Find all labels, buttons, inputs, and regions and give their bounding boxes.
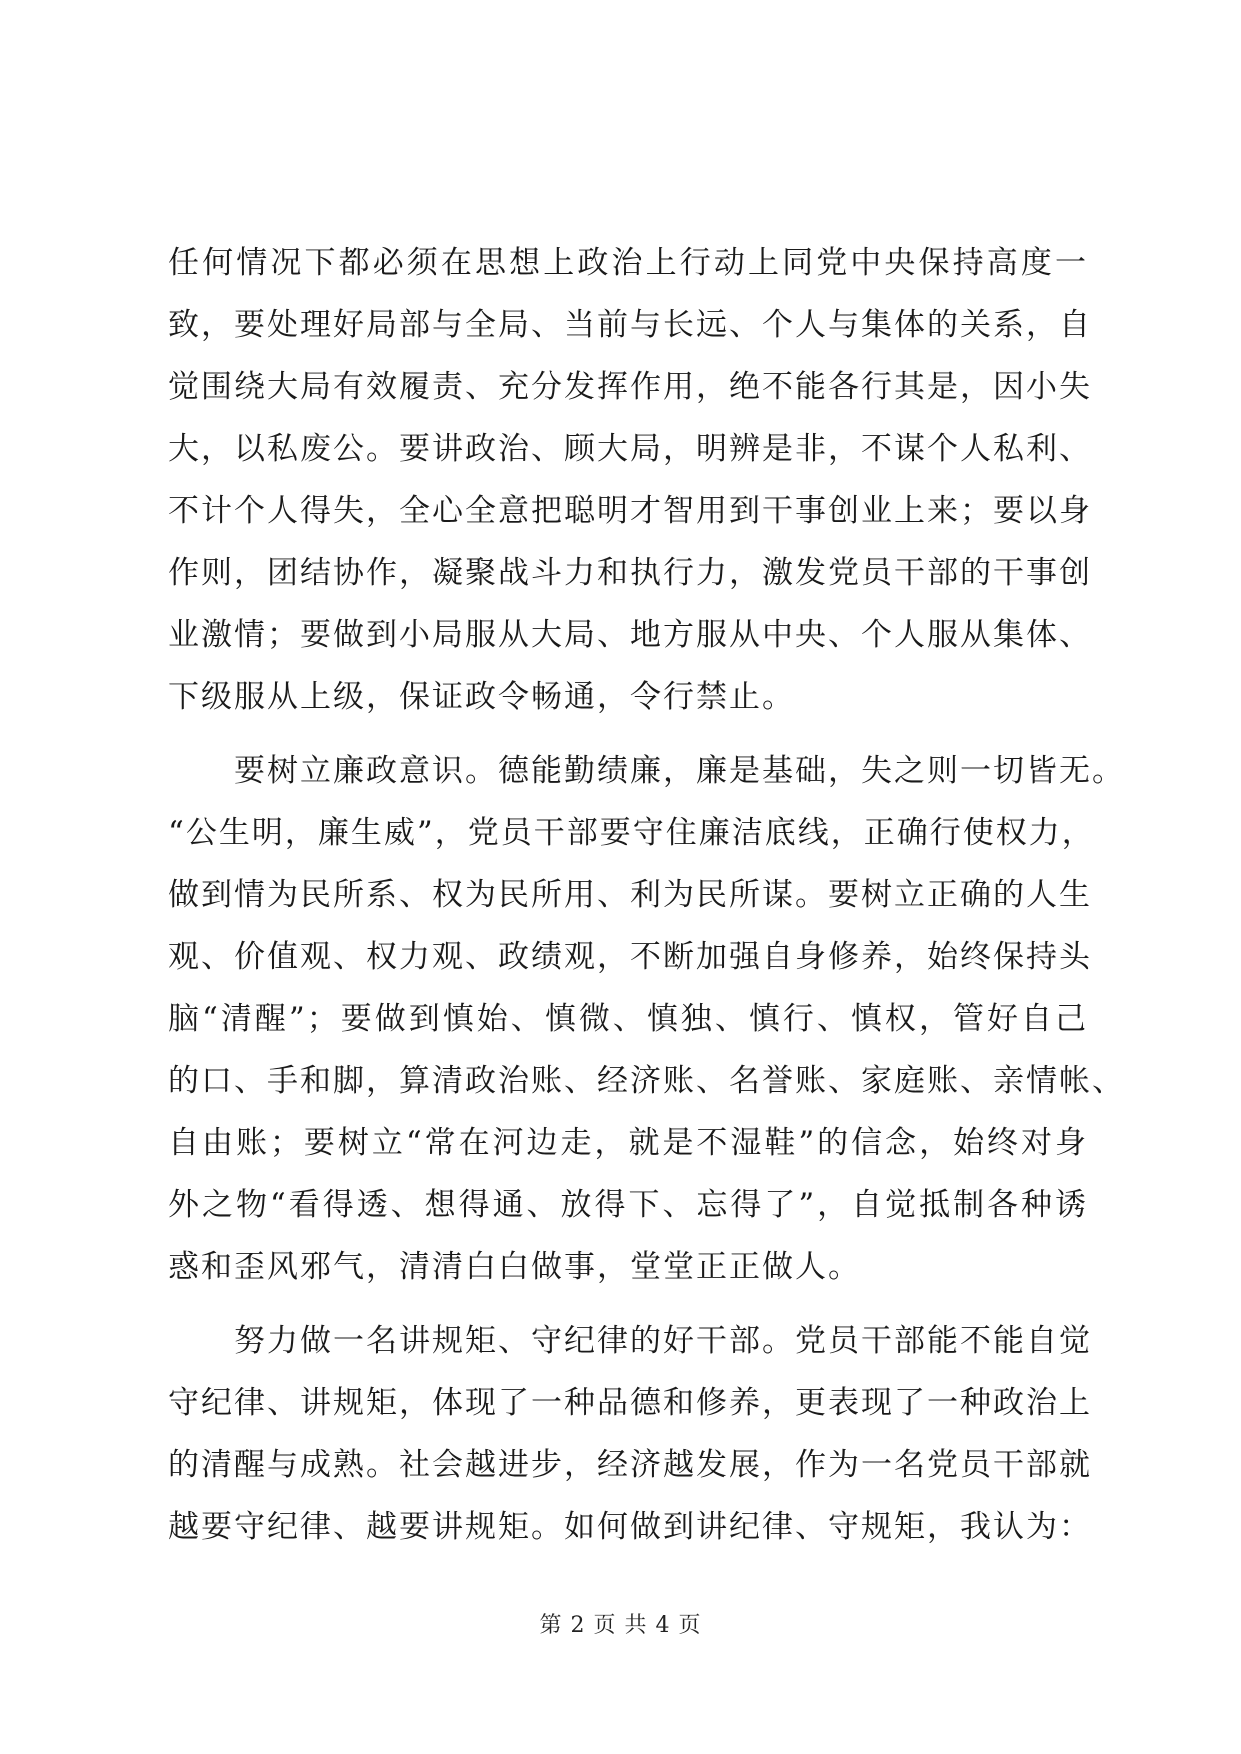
text-line: 觉围绕大局有效履责、充分发挥作用，绝不能各行其是，因小失	[168, 369, 1092, 405]
text-line: 做到情为民所系、权为民所用、利为民所谋。要树立正确的人生	[168, 877, 1092, 913]
text-line: 守纪律、讲规矩，体现了一种品德和修养，更表现了一种政治上	[168, 1385, 1092, 1421]
text-line: 的口、手和脚，算清政治账、经济账、名誉账、家庭账、亲情帐、	[168, 1063, 1125, 1099]
paragraph-2	[168, 740, 1125, 1298]
text-line: 惑和歪风邪气，清清白白做事，堂堂正正做人。	[168, 1249, 861, 1285]
text-line: 任何情况下都必须在思想上政治上行动上同党中央保持高度一	[168, 245, 1088, 281]
text-line: 致，要处理好局部与全局、当前与长远、个人与集体的关系，自	[168, 307, 1092, 343]
text-line: 脑“清醒”；要做到慎始、慎微、慎独、慎行、慎权，管好自己	[168, 1001, 1088, 1037]
text-line: 不计个人得失，全心全意把聪明才智用到干事创业上来；要以身	[168, 493, 1092, 529]
text-line: 努力做一名讲规矩、守纪律的好干部。党员干部能不能自觉	[168, 1323, 1092, 1359]
text-line: 大，以私废公。要讲政治、顾大局，明辨是非，不谋个人私利、	[168, 431, 1092, 467]
text-line: 要树立廉政意识。德能勤绩廉，廉是基础，失之则一切皆无。	[168, 753, 1125, 789]
text-line: 观、价值观、权力观、政绩观，不断加强自身修养，始终保持头	[168, 939, 1092, 975]
text-line: 自由账；要树立“常在河边走，就是不湿鞋”的信念，始终对身	[168, 1125, 1088, 1161]
text-line: 外之物“看得透、想得通、放得下、忘得了”，自觉抵制各种诱	[168, 1187, 1088, 1223]
body-text	[168, 232, 1125, 1558]
paragraph-3	[168, 1310, 1092, 1558]
text-line: “公生明，廉生威”，党员干部要守住廉洁底线，正确行使权力，	[168, 815, 1095, 851]
page-footer	[0, 1608, 1241, 1639]
text-line: 越要守纪律、越要讲规矩。如何做到讲纪律、守规矩，我认为：	[168, 1509, 1092, 1545]
text-line: 作则，团结协作，凝聚战斗力和执行力，激发党员干部的干事创	[168, 555, 1092, 591]
text-line: 业激情；要做到小局服从大局、地方服从中央、个人服从集体、	[168, 617, 1092, 653]
text-line: 下级服从上级，保证政令畅通，令行禁止。	[168, 679, 795, 715]
page-number-label: 第 2 页 共 4 页	[539, 1613, 702, 1638]
paragraph-1	[168, 232, 1092, 728]
text-line: 的清醒与成熟。社会越进步，经济越发展，作为一名党员干部就	[168, 1447, 1092, 1483]
